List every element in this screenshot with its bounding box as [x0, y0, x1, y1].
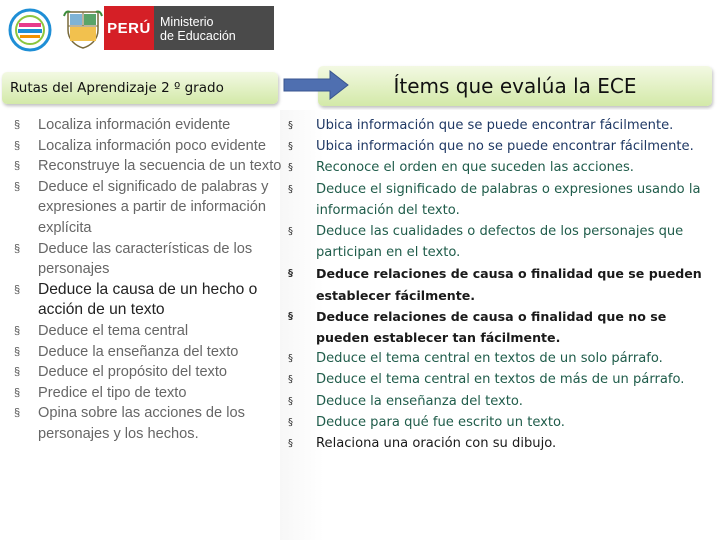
- bullet-icon: §: [288, 353, 293, 365]
- bullet-icon: §: [288, 310, 293, 322]
- bullet-icon: §: [288, 374, 293, 386]
- bullet-icon: §: [288, 438, 293, 450]
- left-list: [14, 115, 282, 445]
- right-list-item: § Deduce para qué fue escrito un texto.: [288, 412, 718, 433]
- bullet-icon: §: [288, 120, 293, 131]
- right-heading: Ítems que evalúa la ECE: [318, 66, 712, 106]
- right-list-item: § Deduce relaciones de causa o finalidad que no se pueden establecer tan fácilmente.: [288, 306, 718, 348]
- right-list-item: § Deduce relaciones de causa o finalidad que se pueden establecer fácilmente.: [288, 263, 718, 305]
- left-list-item: § Deduce el significado de palabras y expresiones a partir de información explícita: [14, 178, 269, 236]
- right-list-item: § Deduce el tema central en textos de más de un párrafo.: [288, 369, 718, 390]
- right-list-item: § Deduce la enseñanza del texto.: [288, 391, 718, 412]
- right-list-item: § Deduce el tema central en textos de un solo párrafo.: [288, 348, 718, 369]
- ministry-brand: [62, 6, 274, 50]
- brand-ministry: [154, 6, 274, 50]
- left-list-item: § Predice el tipo de texto: [14, 383, 282, 404]
- right-list-item: § Reconoce el orden en que suceden las acciones.: [288, 157, 718, 178]
- bullet-icon: §: [14, 386, 21, 399]
- left-list-item: § Deduce las características de los personajes: [14, 240, 253, 278]
- bullet-icon: §: [288, 183, 293, 195]
- bullet-icon: §: [14, 283, 21, 296]
- right-list-item: § Ubica información que no se puede encontrar fácilmente.: [288, 136, 718, 157]
- peru-coat-of-arms-icon: [62, 6, 104, 50]
- bullet-icon: §: [288, 416, 293, 428]
- left-list-item: § Opina sobre las acciones de los personajes y los hechos.: [14, 405, 245, 442]
- bullet-icon: §: [14, 139, 21, 152]
- left-list-item: § Deduce la enseñanza del texto: [14, 342, 282, 363]
- left-list-item: § Deduce la causa de un hecho o acción de un texto: [14, 280, 258, 319]
- campaign-badge-icon: [8, 8, 52, 52]
- bullet-icon: §: [14, 242, 21, 255]
- right-list: [288, 115, 718, 454]
- bullet-icon: §: [14, 324, 21, 337]
- bullet-icon: §: [14, 407, 21, 420]
- bullet-icon: §: [14, 345, 21, 358]
- right-list-item: § Ubica información que se puede encontrar fácilmente.: [288, 115, 718, 136]
- brand-country: PERÚ: [104, 6, 154, 50]
- left-heading: Rutas del Aprendizaje 2 º grado: [2, 72, 278, 104]
- left-list-item: § Localiza información poco evidente: [14, 136, 282, 157]
- bullet-icon: §: [14, 180, 21, 193]
- left-list-item: § Deduce el propósito del texto: [14, 362, 282, 383]
- bullet-icon: §: [288, 141, 293, 153]
- bullet-icon: §: [14, 119, 21, 131]
- right-arrow-icon: [282, 68, 352, 102]
- brand-ministry-line2: de Educación: [160, 29, 236, 43]
- right-list-item: § Relaciona una oración con su dibujo.: [288, 433, 718, 454]
- brand-ministry-line1: Ministerio: [160, 15, 214, 29]
- bullet-icon: §: [288, 162, 293, 174]
- left-list-item: § Reconstruye la secuencia de un texto: [14, 156, 282, 177]
- right-list-item: § Deduce las cualidades o defectos de los personajes que participan en el texto.: [288, 221, 718, 263]
- left-list-item: § Deduce el tema central: [14, 321, 282, 342]
- right-list-item: § Deduce el significado de palabras o expresiones usando la información del texto.: [288, 179, 718, 221]
- bullet-icon: §: [14, 160, 21, 173]
- bullet-icon: §: [288, 268, 293, 280]
- left-list-item: § Localiza información evidente: [14, 115, 282, 136]
- bullet-icon: §: [288, 226, 293, 238]
- bullet-icon: §: [14, 366, 21, 379]
- bullet-icon: §: [288, 395, 293, 407]
